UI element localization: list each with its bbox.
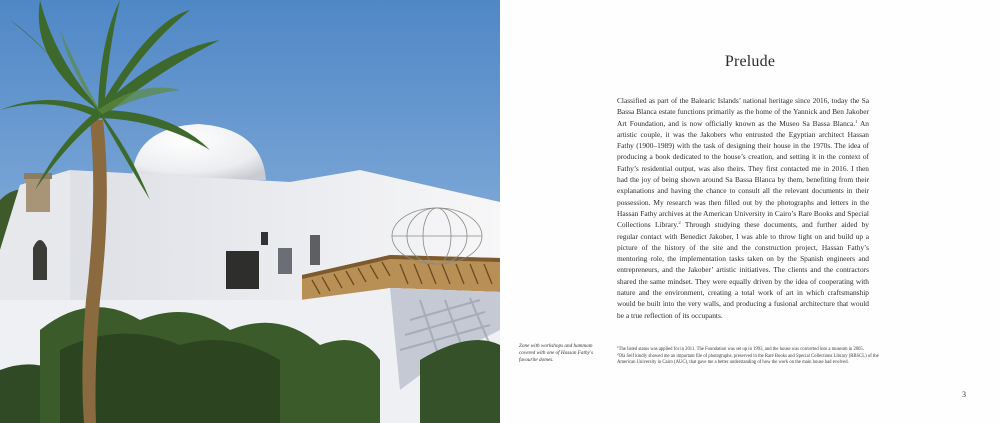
body-text-part-2: An artistic couple, it was the Jakobers who entrusted the Egyptian architect Hassan Fathy (1900–1989) with the task of designing their house in the 1970s. The idea of producing a book dedicated to the house’s creation, and setting it in the context of Fathy’s residential output, was also theirs. They first contacted me in 2016. I then had the joy of being shown around Sa Bassa Blanca by them, benefiting from their explanations and having the chance to consult all the relevant documents in their possession. My research was then filled out by the photographs and letters in the Hassan Fathy archives at the American University in Cairo’s Rare Books and Special Collections Library.	[617, 118, 869, 230]
body-text-part-3: Through studying these documents, and further aided by regular contact with Benedict Jakober, I was able to throw light on and build up a picture of the history of the site and the construction project, Hassan Fathy’s mentoring role, the implementation tasks taken on by the Spanish engineers and entrepreneurs, and the Jakober’ artistic initiatives. The clients and the contractors shared the same mindset. They were equally driven by the idea of cooperating with nature and the environment, creating a total work of art in which craftsmanship would be built into the very walls, and producing a fusional architecture that would be a true reflection of its occupants.	[617, 220, 869, 320]
footnotes	[617, 347, 879, 367]
footnote-1	[617, 347, 879, 354]
body-paragraph	[617, 95, 869, 321]
footnote-ref-1: 1	[855, 118, 858, 124]
footnote-2	[617, 351, 879, 367]
footnote-ref-2: 2	[678, 220, 681, 226]
page-title: Prelude	[724, 53, 776, 70]
body-text-part-1: Classified as part of the Balearic Islands’ national heritage since 2016, today the Sa Bassa Blanca estate functions primarily as the home of the Yannick and Ben Jakober Art Foundation, and is now officially known as the Museo Sa Bassa Blanca.	[617, 96, 869, 128]
footnote-mark-1: 1	[617, 345, 619, 349]
photo-caption: Zone with workshops and hammam covered with one of Hassan Fathy's favourite domes.	[519, 343, 593, 363]
footnote-mark-2: 2	[617, 351, 619, 356]
page-number: 3	[962, 390, 966, 399]
text-page	[500, 0, 1000, 423]
footnote-text-2: Ola Seif kindly showed me an important file of photographs, preserved in the Rare Books and Special Collections Library (RBSCL) of the American University in Cairo (AUC), that gave me a better understanding of how the work on the main house had evolved.	[617, 353, 879, 366]
footnote-text-1: The listed status was applied for in 2011. The Foundation was set up in 1993, and the house was converted into a museum in 2005.	[618, 347, 864, 352]
